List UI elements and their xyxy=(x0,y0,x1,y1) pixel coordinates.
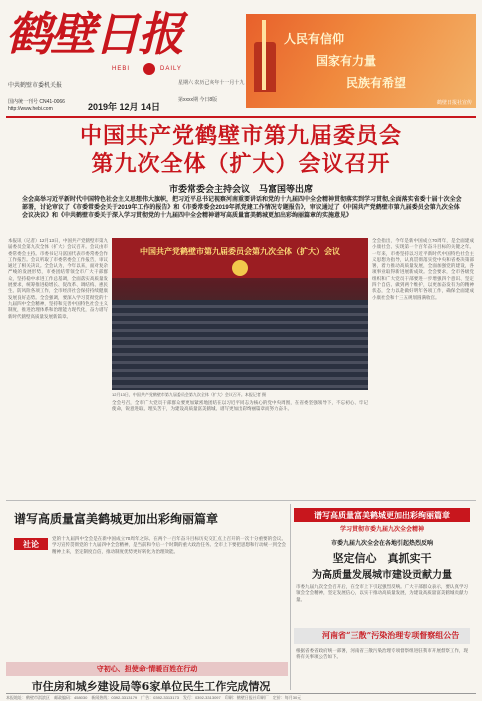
notice-bar xyxy=(294,628,470,644)
side-story-redbox: 谱写高质量富美鹤城更加出彩绚丽篇章 xyxy=(294,508,470,522)
banner-credit: 鹤壁日报社宣传 xyxy=(436,100,472,106)
section-divider xyxy=(6,500,476,501)
logo-text-hebi: HEBI xyxy=(112,66,131,72)
lead-subhead: 市委常委会主持会议 马富国等出席 xyxy=(168,185,313,195)
side-story-title-2[interactable]: 为高质量发展城市建设贡献力量 xyxy=(312,570,452,581)
bottom-story-kicker: 守初心、担使命·情暖百姓在行动 xyxy=(96,664,198,673)
page-footer: 本报地址：鹤壁市淇滨区 邮政编码：458030 新闻热线：0392-3313179 广告：0392-3313173 发行：0392-3313097 印刷：鹤壁日报社印刷厂 定价：每月30元 xyxy=(6,693,476,701)
crane-logo-icon xyxy=(143,63,155,75)
lead-headline-1[interactable]: 中国共产党鹤壁市第九届委员会 xyxy=(79,123,402,149)
propaganda-banner xyxy=(246,14,476,108)
column-divider xyxy=(290,504,291,690)
issue-date: 2019年 12月 14日 xyxy=(88,102,161,112)
flagpole-shape xyxy=(262,20,266,90)
photo-caption: 12月13日，中国共产党鹤壁市第九届委员会第九次全体（扩大）会议召开。本报记者 摄 xyxy=(112,392,267,397)
banner-line-2: 国家有力量 xyxy=(316,54,377,68)
issue-line: 第xxxx期 今日8版 xyxy=(178,97,218,103)
lead-col-right: 全会指出，今年是新中国成立70周年，是全面建成小康社会、实现第一个百年奋斗目标的关键之年。一年来，市委坚持以习近平新时代中国特色社会主义思想为指导，认真贯彻落实党中央和省委决策部署，着力推动高质量发展，全面加强党的建设，各项事业取得新进展新成效。全会要求，全市各级党组织和广大党员干部要进一步增强四个意识、坚定四个自信、做到两个维护，以更加奋发有为的精神状态，全力以赴做好明年各项工作，确保全面建成小康社会和十三五规划圆满收官。 xyxy=(372,238,474,300)
side-story-kicker: 市委九届九次全会在各地引起热烈反响 xyxy=(330,540,433,547)
editorial-headline[interactable]: 谱写高质量富美鹤城更加出彩绚丽篇章 xyxy=(14,512,219,526)
newspaper-title: 鹤壁日报 xyxy=(6,7,182,61)
lead-col-bottom: 全会号召，全市广大党员干部群众要更加紧密地团结在以习近平同志为核心的党中央周围，在省委坚强领导下，不忘初心、牢记使命，锐意进取、埋头苦干，为建设高质量富美鹤城、谱写更加出彩绚丽篇章而努力奋斗。 xyxy=(112,400,368,412)
banner-line-1: 人民有信仰 xyxy=(284,32,345,46)
lead-col-left: 本报讯（记者）12月13日，中国共产党鹤壁市第九届委员会第九次全体（扩大）会议召开。会议由市委常委会主持。市委书记马富国代表市委常委会作工作报告。会议听取了市委常委会工作报告，审议通过了相关决议。全会认为，今年以来，面对复杂严峻的发展形势，市委团结带领全市广大干部群众，坚持稳中求进工作总基调，全面落实高质量发展要求，统筹推进稳增长、促改革、调结构、惠民生、防风险各项工作，全市经济社会保持持续健康发展良好态势。全会强调，要深入学习贯彻党的十九届四中全会精神，坚持和完善中国特色社会主义制度，推进治理体系和治理能力现代化，奋力谱写新时代鹤壁高质量发展新篇章。 xyxy=(8,238,108,319)
lead-headline-2[interactable]: 第九次全体（扩大）会议召开 xyxy=(91,151,391,177)
website[interactable]: http://www.hebi.com xyxy=(8,106,53,112)
lead-summary: 全会高举习近平新时代中国特色社会主义思想伟大旗帜，把习近平总书记视察河南重要讲话和党的十九届四中全会精神贯彻落实到学习贯彻,全面落实省委十届十次全会部署，讨论审议了《市委常委会关于2019年工作的报告》和《市委常委会2019年抓党建工作情况专题报告》，审议通过了《中国共产党鹤壁市第九届委员会第九次全体会议决议》和《中共鹤壁市委关于深入学习贯彻党的十九届四中全会精神谱写高质量富美鹤城更加出彩绚丽篇章的实施意见》 xyxy=(22,197,462,219)
logo-text-daily: DAILY xyxy=(160,66,182,72)
editorial-tag: 社论 xyxy=(14,538,48,550)
banner-line-3: 民族有希望 xyxy=(346,76,407,90)
weekday-line: 星期六 农历己亥年十一月十九 xyxy=(178,80,245,86)
party-emblem-icon xyxy=(232,260,248,276)
cn-number: 国内统一刊号 CN41-0066 xyxy=(8,99,65,105)
side-story-body: 市委九届九次全会召开后，在全市上下引起强烈反响。广大干部群众表示，要认真学习领会全会精神，坚定发展信心，以实干推动高质量发展，为建设高质量富美鹤城贡献力量。 xyxy=(296,584,468,602)
audience-rows xyxy=(112,300,368,390)
side-story-title-1[interactable]: 坚定信心 真抓实干 xyxy=(332,552,432,565)
bottom-story-headline[interactable]: 市住房和城乡建设局等6家单位民生工作完成情况 xyxy=(31,680,271,693)
bottom-story-bar xyxy=(6,662,288,676)
stage-banner-text: 中国共产党鹤壁市第九届委员会第九次全体（扩大）会议 xyxy=(140,246,340,256)
editorial-body: 党的十九届四中全会是在新中国成立70周年之际、在两个一百年奋斗目标历史交汇点上召开的一次十分重要的会议。学习宣传贯彻党的十九届四中全会精神，是当前和今后一个时期的重大政治任务。全市上下要把思想和行动统一到全会精神上来，坚定制度自信，推动制度优势更好转化为治理效能。 xyxy=(52,536,286,554)
notice-body: 根据省委省政府统一部署，河南省三散污染治理专项督察组进驻我市开展督察工作，现将有关事项公告如下。 xyxy=(296,648,468,660)
masthead-rule xyxy=(6,116,476,118)
side-story-subtitle: 学习贯彻市委九届九次全会精神 xyxy=(339,526,424,533)
meeting-photo[interactable] xyxy=(112,238,368,390)
notice-title[interactable]: 河南省“三散”污染治理专项督察组公告 xyxy=(322,630,460,640)
sponsor-line: 中共鹤壁市委机关报 xyxy=(8,83,63,89)
